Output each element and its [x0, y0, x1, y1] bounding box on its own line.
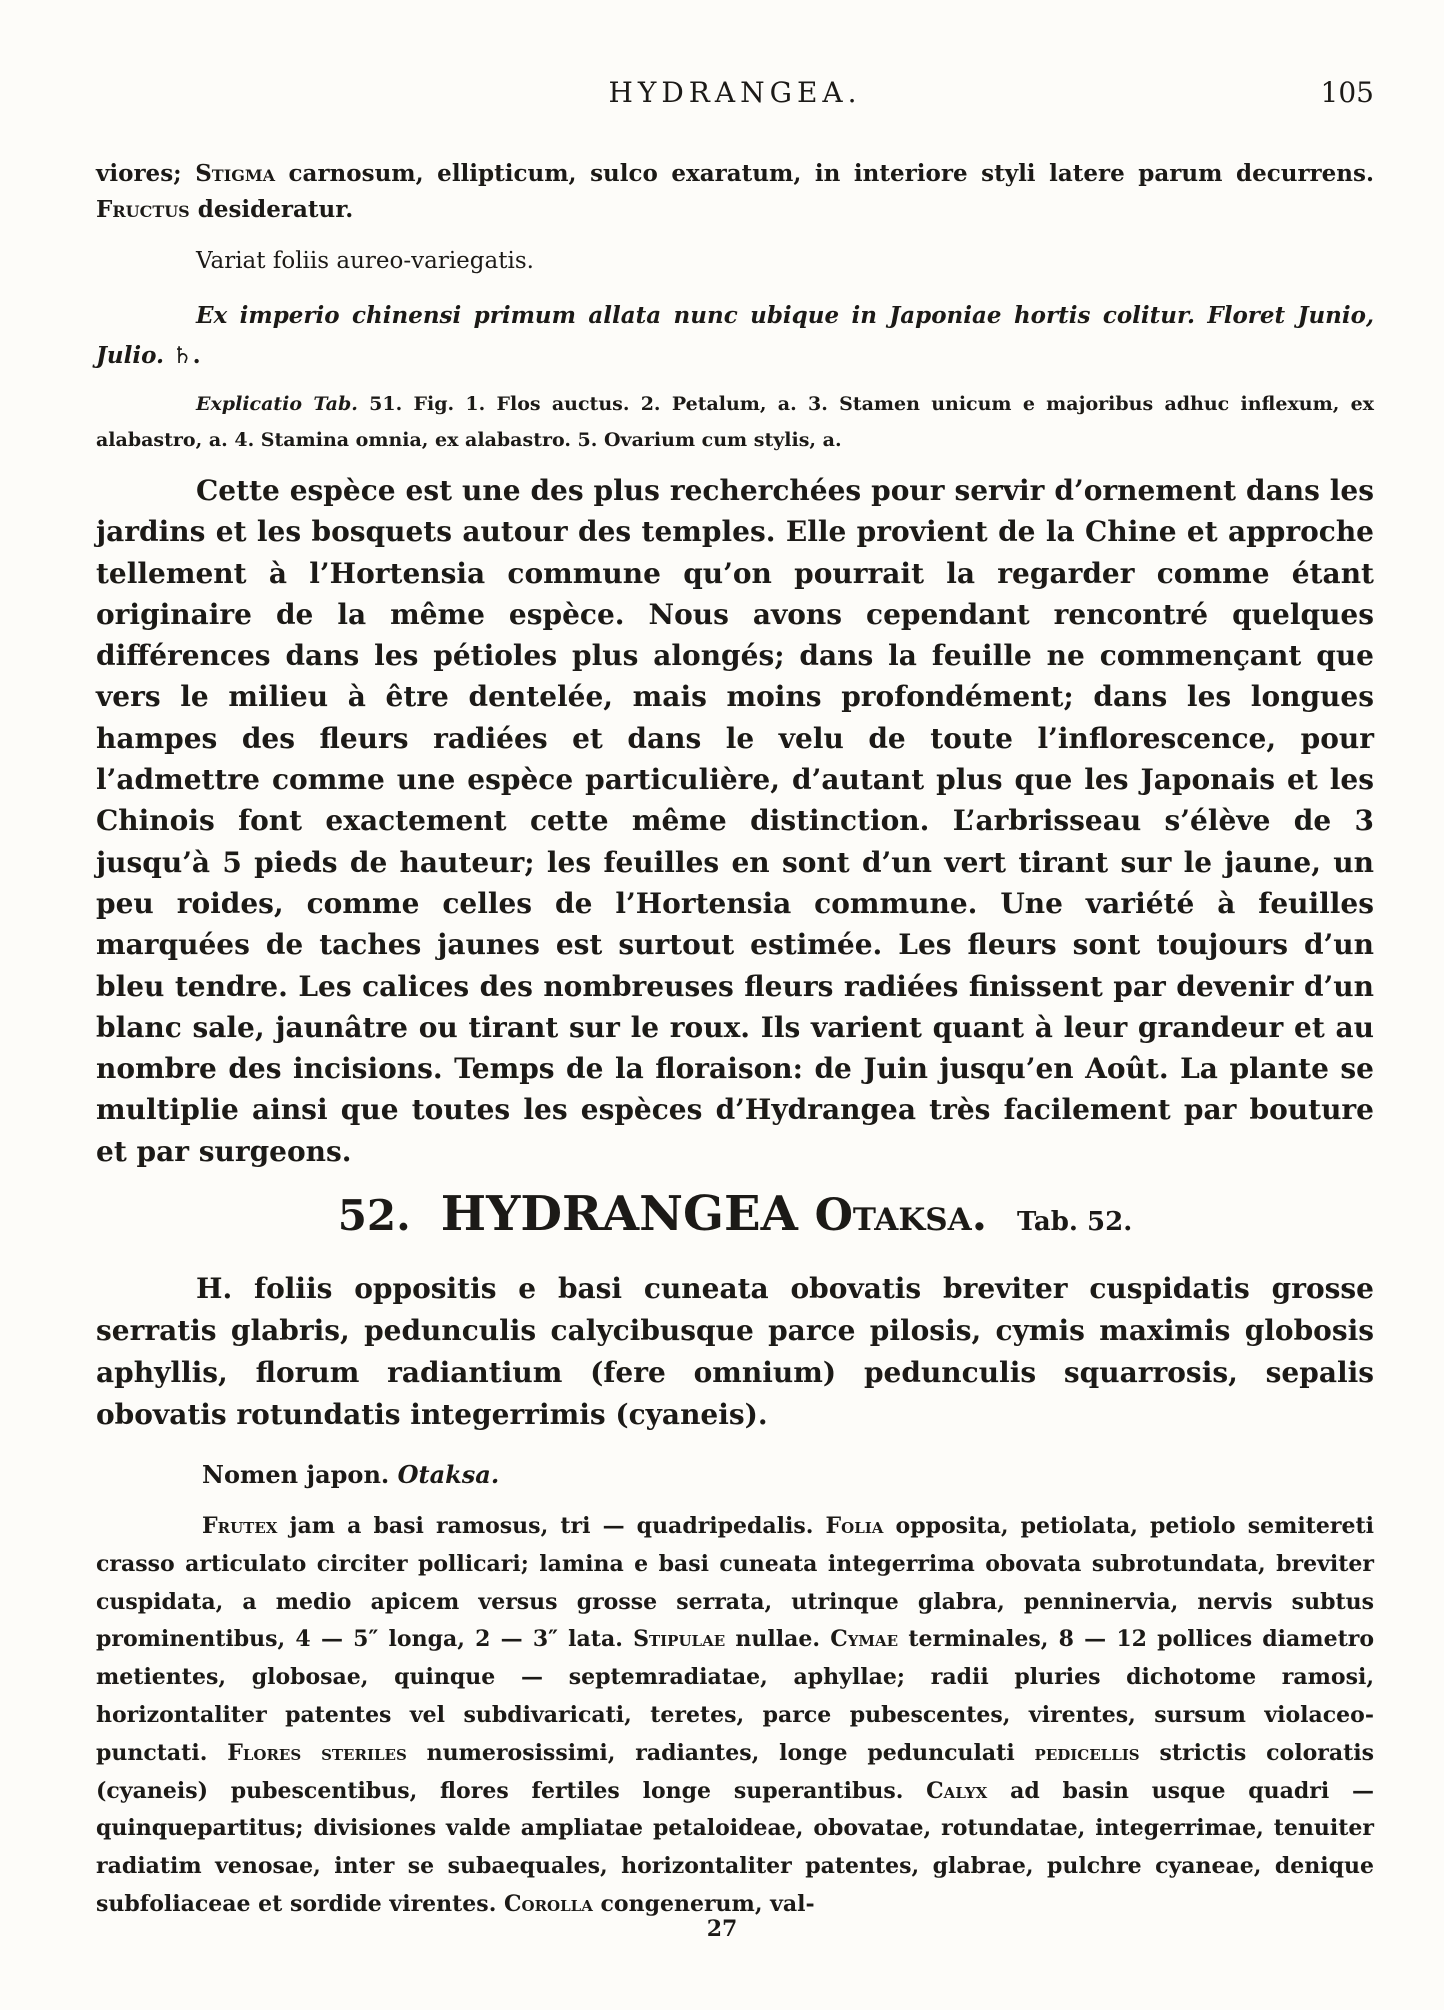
species-name: HYDRANGEA Otaksa. — [440, 1186, 988, 1242]
plate-explanation: Explicatio Tab. 51. Fig. 1. Flos auctus. 2. Petalum, a. 3. Stamen unicum e majoribus adhuc inflexum, ex alabastro, a. 4. Stamina omnia, ex alabastro. 5. Ovarium cum stylis, a. — [96, 393, 1374, 451]
explicatio-label: Explicatio Tab. — [196, 393, 358, 415]
species-number: 52. — [337, 1191, 411, 1240]
latin-continuation: viores; Stigma carnosum, ellipticum, sulco exaratum, in interiore styli latere parum decurrens. Fructus desideratur. — [96, 160, 1374, 223]
term-fructus: Fructus — [96, 196, 190, 223]
species-diagnosis: H. foliis oppositis e basi cuneata obovatis breviter cuspidatis grosse serratis glabris, pedunculis calycibusque parce pilosis, cymis maximis globosis aphyllis, florum radiantium (fere omnium) pedunculis squarrosis, sepalis obovatis rotundatis integerrimis (cyaneis). — [96, 1272, 1374, 1431]
page-header — [96, 76, 1374, 109]
shrub-symbol: ♄. — [172, 342, 201, 369]
species-tab: Tab. 52. — [1017, 1207, 1133, 1237]
page-number: 105 — [1320, 76, 1374, 109]
species-description: Frutex jam a basi ramosus, tri — quadripedalis. Folia opposita, petiolata, petiolo semitereti crasso articulato circiter pollicari; lamina e basi cuneata integerrima obovata subrotundata, breviter cuspidata, a medio apicem versus grosse serrata, utrinque glabra, penninervia, nervis subtus prominentibus, 4 — 5″ longa, 2 — 3″ lata. Stipulae nullae. Cymae terminales, 8 — 12 pollices diametro metientes, globosae, quinque — septemradiatae, aphyllae; radii pluries dichotome ramosi, horizontaliter patentes vel subdivaricati, teretes, parce pubescentes, virentes, sursum violaceo-punctati. Flores steriles numerosissimi, radiantes, longe pedunculati pedicellis strictis coloratis (cyaneis) pubescentibus, flores fertiles longe superantibus. Calyx ad basin usque quadri — quinquepartitus; divisiones valde ampliatae petaloideae, obovatae, rotundatae, integerrimae, tenuiter radiatim venosae, inter se subaequales, horizontaliter patentes, glabrae, pulchre cyaneae, denique subfoliaceae et sordide virentes. Corolla congenerum, val- — [96, 1513, 1374, 1917]
running-title: HYDRANGEA. — [608, 76, 862, 109]
variat-line: Variat foliis aureo-variegatis. — [196, 248, 534, 274]
french-paragraph: Cette espèce est une des plus recherchées pour servir d’ornement dans les jardins et les bosquets autour des temples. Elle provient de la Chine et approche tellement à l’Hortensia commune qu’on pourrait la regarder comme étant originaire de la même espèce. Nous avons cependant rencontré quelques différences dans les pétioles plus alongés; dans la feuille ne commençant que vers le milieu à être dentelée, mais moins profondément; dans les longues hampes des fleurs radiées et dans le velu de toute l’inflorescence, pour l’admettre comme une espèce particulière, d’autant plus que les Japonais et les Chinois font exactement cette même distinction. L’arbrisseau s’élève de 3 jusqu’à 5 pieds de hauteur; les feuilles en sont d’un vert tirant sur le jaune, un peu roides, comme celles de l’Hortensia commune. Une variété à feuilles marquées de taches jaunes est surtout estimée. Les fleurs sont toujours d’un bleu tendre. Les calices des nombreuses fleurs radiées finissent par devenir d’un blanc sale, jaunâtre ou tirant sur le roux. Ils varient quant à leur grandeur et au nombre des incisions. Temps de la floraison: de Juin jusqu’en Août. La plante se multiplie ainsi que toutes les espèces d’Hydrangea très facilement par bouture et par surgeons. — [96, 474, 1374, 1168]
term-stigma: Stigma — [195, 160, 275, 187]
origin-note: Ex imperio chinensi primum allata nunc ubique in Japoniae hortis colitur. Floret Junio, Julio. ♄. — [96, 302, 1374, 369]
species-heading — [96, 1186, 1374, 1242]
signature-mark: 27 — [706, 1916, 738, 1942]
nomen-japonicum: Nomen japon. Otaksa. — [202, 1460, 500, 1489]
